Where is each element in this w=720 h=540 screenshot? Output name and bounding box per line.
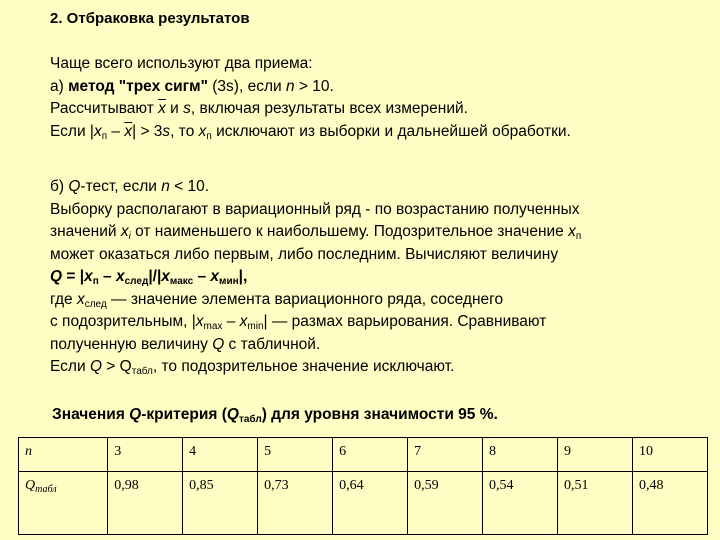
q-cell: 0,73: [258, 472, 333, 535]
q-formula-eq: = |: [62, 268, 85, 285]
b-l1-t3: < 10.: [169, 178, 210, 195]
b-l9-t1: Если: [50, 358, 90, 375]
method-b-block: [50, 176, 581, 379]
q-formula-xnext: x: [115, 268, 125, 285]
b-l3-t2: от наименьшего к наибольшему. Подозрительное значение: [130, 223, 569, 240]
table-title: [52, 406, 498, 424]
tt-sub: табл: [238, 414, 262, 425]
tt-q2: Q: [226, 406, 239, 423]
q-cell: 0,48: [632, 472, 707, 535]
calc-text-2: и: [165, 100, 184, 117]
q-cell: 0,98: [108, 472, 183, 535]
calc-text-3: , включая результаты всех измерений.: [190, 100, 468, 117]
n-cell: 5: [258, 438, 333, 472]
q-formula-minus-2: –: [193, 268, 211, 285]
n-cell: 7: [408, 438, 483, 472]
n-cell: 3: [108, 438, 183, 472]
q-formula-line: [50, 266, 581, 289]
calc-line: [50, 98, 571, 121]
calc-text-1: Рассчитывают: [50, 100, 159, 117]
q-criterion-table: [18, 437, 708, 535]
b-l9-sub: табл: [131, 366, 153, 377]
q-cell: 0,54: [483, 472, 558, 535]
b-l8-t1: полученную величину: [50, 335, 213, 353]
q-formula-xmax: x: [161, 268, 170, 285]
b-l6-sub: след: [84, 298, 107, 310]
method-b-line-3: [50, 221, 581, 244]
b-l1-q: Q: [68, 178, 81, 195]
b-l7-t3: | — размах варьирования. Сравнивают: [263, 313, 547, 330]
method-b-line-2: Выборку располагают в вариационный ряд - по возрастанию полученных: [50, 200, 580, 218]
b-l6-t2: — значение элемента вариационного ряда, соседнего: [106, 290, 504, 308]
row-label-n: n: [19, 438, 108, 472]
method-a-prefix: а): [50, 77, 69, 95]
x-p-sub-2: п: [206, 130, 212, 142]
q-cell: 0,64: [333, 472, 408, 535]
method-b-line-9: [50, 356, 581, 379]
x-mean-symbol-2: $\overline{x}$: [124, 122, 133, 140]
q-formula-xp: x: [84, 268, 93, 285]
x-p-sub: п: [101, 130, 108, 142]
row-label-q-sub: табл: [35, 484, 57, 495]
b-l7-t2: –: [222, 313, 240, 330]
b-l6-t1: где: [50, 290, 77, 308]
method-a-cond: > 10.: [294, 77, 334, 95]
b-l3-x2: x: [568, 223, 576, 240]
q-formula-xmin: x: [210, 268, 220, 285]
b-l3-sub2: п: [575, 231, 582, 242]
q-formula-end: |,: [238, 268, 248, 285]
tt-t2: -критерия (: [141, 406, 227, 423]
q-formula-xnext-sub: след: [124, 276, 149, 287]
intro-line: Чаще всего используют два приема:: [50, 55, 313, 72]
b-l3-t1: значений: [50, 223, 121, 240]
method-b-line-6: [50, 289, 581, 312]
n-cell: 8: [483, 438, 558, 472]
exclude-line: [50, 121, 571, 144]
b-l9-t2: > Q: [102, 358, 132, 375]
q-cell: 0,59: [408, 472, 483, 535]
q-formula-xmax-sub: макс: [169, 276, 194, 287]
method-b-line-4: может оказаться либо первым, либо последним. Вычисляют величину: [50, 245, 559, 263]
exclude-minus: –: [107, 122, 125, 140]
s-symbol: s: [183, 100, 191, 117]
method-b-line-8: [50, 334, 581, 357]
b-l7-sub2: min: [247, 321, 264, 332]
n-cell: 10: [632, 438, 707, 472]
b-l7-x1: x: [195, 313, 204, 330]
x-p-symbol: x: [93, 122, 102, 140]
method-a-line: [50, 76, 571, 99]
tt-t1: Значения: [52, 406, 130, 423]
n-cell: 6: [333, 438, 408, 472]
tt-q: Q: [129, 406, 142, 423]
table-row-n: [19, 438, 708, 472]
exclude-text-4: , то: [170, 122, 199, 140]
section-title: 2. Отбраковка результатов: [50, 10, 250, 27]
n-cell: 9: [558, 438, 633, 472]
b-l3-sub: i: [128, 231, 131, 242]
method-a-name: метод "трех сигм": [68, 77, 208, 95]
q-formula-q: Q: [50, 268, 63, 285]
b-l1-n: n: [161, 178, 170, 195]
b-l7-sub1: max: [203, 321, 223, 332]
q-formula-div: |/|: [148, 268, 162, 285]
b-l1-t1: б): [50, 178, 69, 195]
exclude-text-5: исключают из выборки и дальнейшей обработки.: [211, 122, 571, 140]
q-formula-xmin-sub: мин: [219, 276, 239, 287]
b-l9-t3: , то подозрительное значение исключают.: [152, 358, 455, 375]
b-l6-x: x: [76, 290, 85, 308]
q-formula-minus-1: –: [98, 268, 116, 285]
method-b-line-7: [50, 311, 581, 334]
method-b-line-1: [50, 176, 581, 199]
b-l1-t2: -тест, если: [80, 178, 162, 195]
q-formula-xp-sub: п: [92, 276, 99, 287]
method-a-paren-s: s: [226, 77, 234, 95]
b-l7-t1: с подозрительным, |: [50, 313, 196, 330]
b-l9-q: Q: [89, 358, 102, 375]
table-row-q: [19, 472, 708, 535]
exclude-text-1: Если |: [50, 122, 94, 140]
b-l7-x2: x: [239, 313, 248, 330]
method-a-n: n: [285, 77, 295, 95]
method-a-paren: (3: [207, 77, 227, 95]
x-mean-symbol: $\overline{x}$: [158, 100, 166, 117]
row-label-q: [19, 472, 108, 535]
tt-t3: ) для уровня значимости 95 %.: [261, 406, 498, 423]
x-p-symbol-2: x: [198, 122, 207, 140]
b-l3-x: x: [120, 223, 129, 240]
q-cell: 0,85: [183, 472, 258, 535]
b-l8-q: Q: [212, 335, 225, 353]
n-cell: 4: [183, 438, 258, 472]
s-symbol-2: s: [162, 122, 171, 140]
method-a-paren-end: ), если: [233, 77, 286, 95]
q-cell: 0,51: [558, 472, 633, 535]
row-label-q-text: Q: [25, 478, 36, 493]
exclude-text-3: | > 3: [132, 122, 163, 140]
b-l8-t2: с табличной.: [224, 335, 321, 353]
method-a-block: [50, 53, 571, 143]
